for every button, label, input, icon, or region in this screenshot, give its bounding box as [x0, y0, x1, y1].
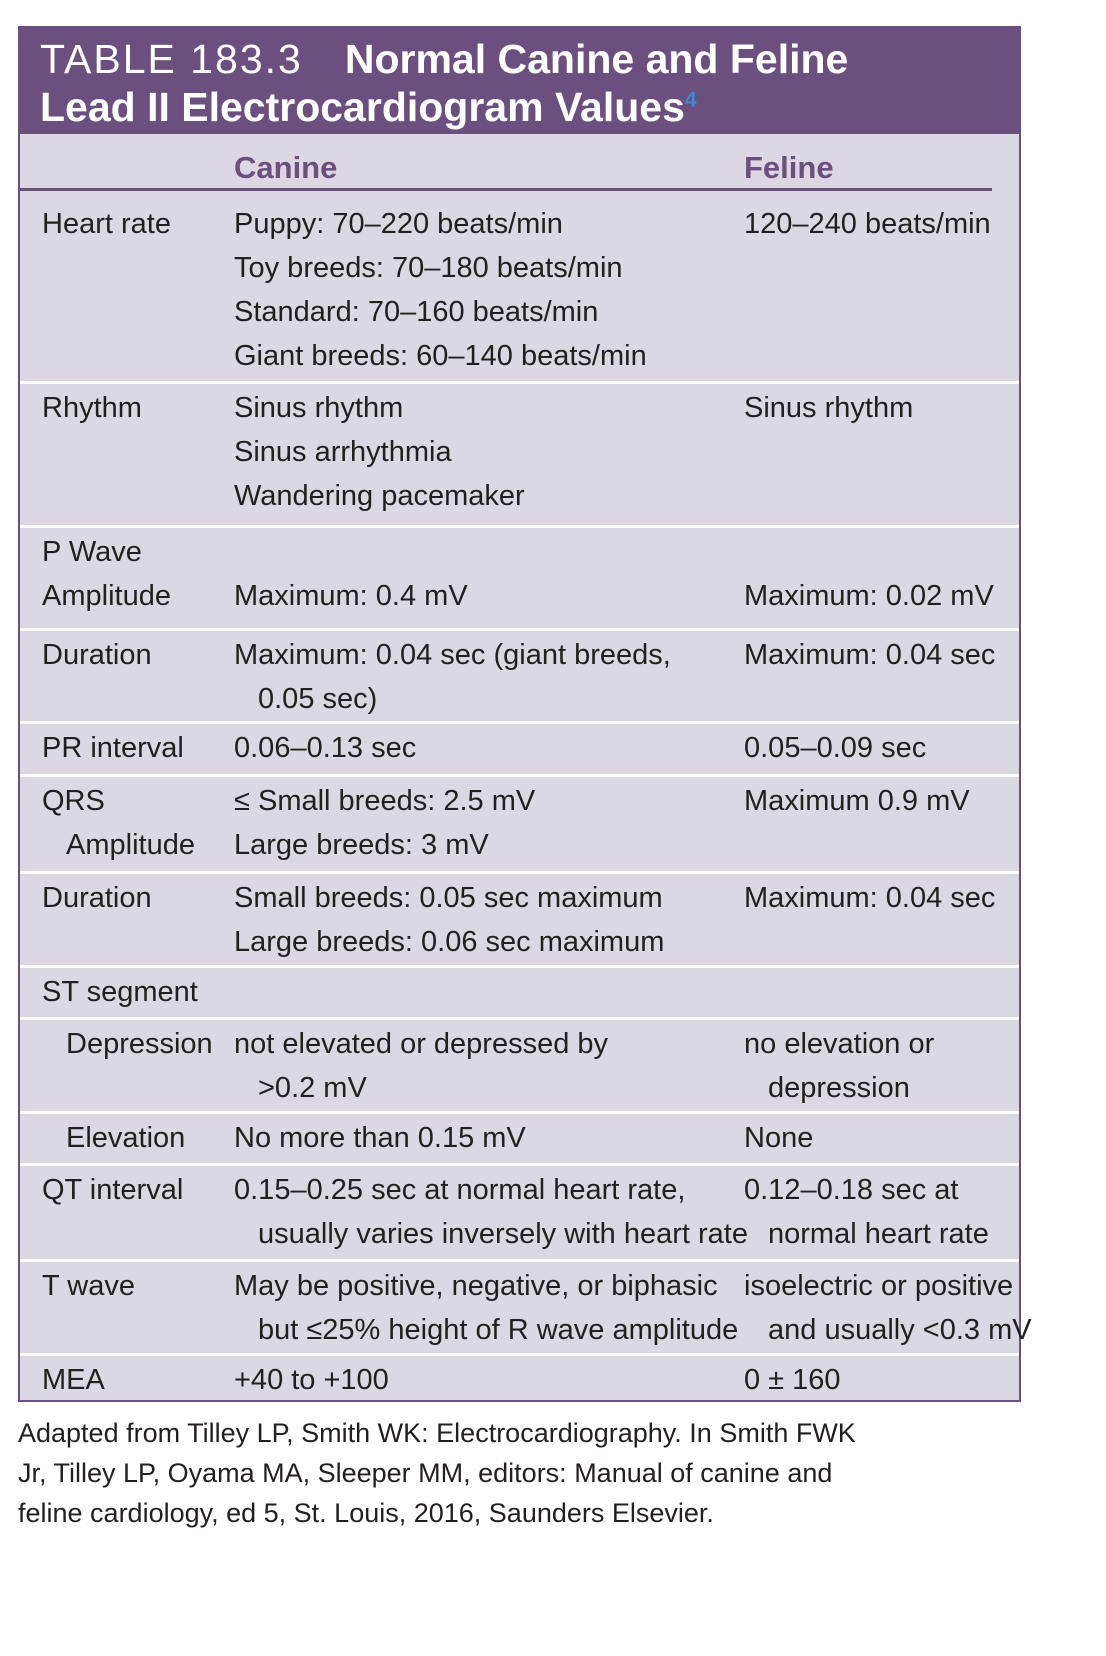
canine-value-cell — [234, 1116, 526, 1160]
parameter-label: Duration — [42, 639, 152, 671]
feline-value-cell — [744, 1168, 989, 1256]
feline-value-line: None — [744, 1122, 814, 1154]
parameter-cell — [42, 876, 152, 920]
source-line: feline cardiology, ed 5, St. Louis, 2016, Saunders Elsevier. — [18, 1498, 714, 1528]
parameter-cell — [42, 202, 171, 246]
feline-value-cell — [744, 386, 913, 430]
table-title-bar — [20, 28, 1019, 134]
parameter-label: ST segment — [42, 976, 198, 1008]
feline-value-cell — [744, 1264, 1032, 1352]
row-separator — [20, 525, 1019, 528]
source-line: Jr, Tilley LP, Oyama MA, Sleeper MM, editors: Manual of canine and — [18, 1458, 833, 1488]
parameter-label: QT interval — [42, 1174, 184, 1206]
table-number: TABLE 183.3 — [40, 36, 303, 82]
feline-value-line: 0.05–0.09 sec — [744, 732, 927, 764]
header-rule — [20, 188, 992, 191]
feline-value-line: Maximum: 0.04 sec — [744, 639, 996, 671]
row-separator — [20, 1111, 1019, 1114]
parameter-cell — [42, 1022, 213, 1066]
cell-spacer — [744, 530, 994, 574]
canine-value-line: Maximum: 0.04 sec (giant breeds, — [234, 639, 671, 671]
table-title-line-1 — [40, 36, 848, 83]
feline-value-line: 120–240 beats/min — [744, 208, 991, 240]
canine-value-line: not elevated or depressed by — [234, 1028, 609, 1060]
ecg-values-table — [18, 26, 1032, 1402]
canine-value-line: Puppy: 70–220 beats/min — [234, 208, 563, 240]
canine-value-line: Wandering pacemaker — [234, 480, 525, 512]
canine-value-cell — [234, 202, 647, 378]
parameter-label: T wave — [42, 1270, 135, 1302]
table-title-line-2 — [40, 84, 697, 131]
feline-value-line: 0.12–0.18 sec at — [744, 1174, 959, 1206]
parameter-label: QRS — [42, 785, 105, 817]
canine-value-line: +40 to +100 — [234, 1364, 389, 1396]
parameter-cell — [42, 1168, 183, 1212]
parameter-cell — [42, 633, 152, 677]
table-title-text-1: Normal Canine and Feline — [344, 36, 849, 82]
canine-value-line: Sinus rhythm — [234, 392, 404, 424]
cell-spacer — [234, 530, 468, 574]
reference-superscript: 4 — [684, 88, 697, 112]
canine-value-line: Sinus arrhythmia — [234, 436, 452, 468]
canine-value-line: Maximum: 0.4 mV — [234, 580, 468, 612]
feline-value-cell — [744, 633, 995, 677]
feline-value-line: 0 ± 160 — [744, 1364, 841, 1396]
feline-value-line: isoelectric or positive — [744, 1270, 1014, 1302]
feline-value-cell — [744, 202, 991, 246]
parameter-label: Duration — [42, 882, 152, 914]
row-separator — [20, 965, 1019, 968]
parameter-cell — [42, 726, 184, 770]
parameter-label: Rhythm — [42, 392, 142, 424]
canine-value-cell — [234, 1022, 608, 1110]
feline-value-line: and usually <0.3 mV — [768, 1314, 1032, 1346]
feline-value-cell — [744, 726, 926, 770]
column-header-feline: Feline — [744, 150, 834, 185]
canine-value-line: No more than 0.15 mV — [234, 1122, 526, 1154]
canine-value-cell — [234, 386, 525, 518]
canine-value-line: 0.05 sec) — [258, 683, 378, 715]
parameter-cell — [42, 386, 142, 430]
canine-value-line: ≤ Small breeds: 2.5 mV — [234, 785, 536, 817]
row-separator — [20, 1259, 1019, 1262]
canine-value-line: 0.15–0.25 sec at normal heart rate, — [234, 1174, 686, 1206]
canine-value-cell — [234, 726, 416, 770]
parameter-label: MEA — [42, 1364, 105, 1396]
canine-value-line: Giant breeds: 60–140 beats/min — [234, 340, 647, 372]
feline-value-line: normal heart rate — [768, 1218, 989, 1250]
feline-value-line: depression — [768, 1072, 910, 1104]
parameter-cell — [42, 779, 195, 867]
source-note — [18, 1413, 856, 1533]
feline-value-line: Maximum: 0.02 mV — [744, 580, 994, 612]
parameter-cell — [42, 1358, 105, 1402]
canine-value-line: usually varies inversely with heart rate — [258, 1218, 748, 1250]
feline-value-line: no elevation or — [744, 1028, 935, 1060]
canine-value-line: Large breeds: 3 mV — [234, 829, 489, 861]
feline-value-cell — [744, 1022, 934, 1110]
feline-value-line: Maximum: 0.04 sec — [744, 882, 996, 914]
parameter-label: P Wave — [42, 536, 142, 568]
canine-value-line: Small breeds: 0.05 sec maximum — [234, 882, 663, 914]
parameter-label: PR interval — [42, 732, 184, 764]
parameter-sublabel: Amplitude — [66, 829, 195, 861]
parameter-label: Depression — [66, 1028, 213, 1060]
row-separator — [20, 1017, 1019, 1020]
canine-value-line: Toy breeds: 70–180 beats/min — [234, 252, 623, 284]
canine-value-cell — [234, 633, 671, 721]
row-separator — [20, 774, 1019, 777]
canine-value-line: 0.06–0.13 sec — [234, 732, 417, 764]
feline-value-cell — [744, 530, 994, 618]
parameter-cell — [42, 530, 171, 618]
canine-value-cell — [234, 1358, 389, 1402]
feline-value-cell — [744, 1358, 841, 1402]
table-title-text-2: Lead II Electrocardiogram Values — [40, 84, 685, 130]
canine-value-cell — [234, 530, 468, 618]
feline-value-cell — [744, 779, 970, 823]
canine-value-line: Large breeds: 0.06 sec maximum — [234, 926, 665, 958]
canine-value-line: Standard: 70–160 beats/min — [234, 296, 599, 328]
feline-value-line: Maximum 0.9 mV — [744, 785, 970, 817]
row-separator — [20, 1353, 1019, 1356]
canine-value-cell — [234, 779, 535, 867]
parameter-cell — [42, 970, 198, 1014]
canine-value-cell — [234, 1168, 748, 1256]
canine-value-cell — [234, 1264, 738, 1352]
row-separator — [20, 871, 1019, 874]
canine-value-cell — [234, 876, 664, 964]
parameter-sublabel: Amplitude — [42, 580, 171, 612]
row-separator — [20, 1163, 1019, 1166]
row-separator — [20, 721, 1019, 724]
column-header-canine: Canine — [234, 150, 338, 185]
canine-value-line: May be positive, negative, or biphasic — [234, 1270, 718, 1302]
canine-value-line: >0.2 mV — [258, 1072, 367, 1104]
source-line: Adapted from Tilley LP, Smith WK: Electrocardiography. In Smith FWK — [18, 1418, 856, 1448]
row-separator — [20, 381, 1019, 384]
feline-value-cell — [744, 876, 995, 920]
row-separator — [20, 628, 1019, 631]
parameter-cell — [42, 1264, 135, 1308]
feline-value-line: Sinus rhythm — [744, 392, 914, 424]
parameter-label: Elevation — [66, 1122, 186, 1154]
parameter-label: Heart rate — [42, 208, 171, 240]
feline-value-cell — [744, 1116, 813, 1160]
parameter-cell — [42, 1116, 185, 1160]
canine-value-line: but ≤25% height of R wave amplitude — [258, 1314, 739, 1346]
